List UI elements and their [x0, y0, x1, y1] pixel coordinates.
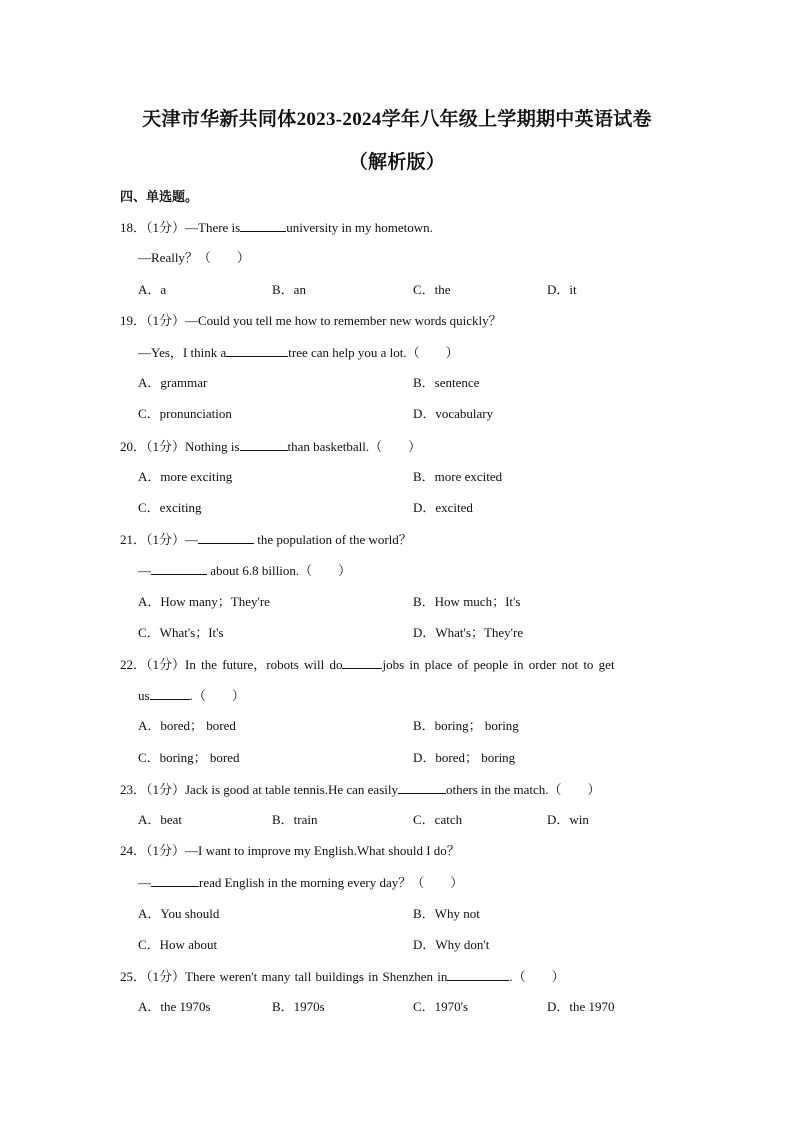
option-b: B．an — [272, 282, 306, 297]
question-stem: —Yes，I think a tree can help you a lot.（ ） — [138, 345, 459, 360]
option-a: A．beat — [138, 812, 183, 827]
option-a: A．more exciting — [138, 469, 233, 484]
question-stem: 22．（1分）In the future，robots will do jobs in place of people in order not to get — [120, 657, 615, 672]
option-a: A．a — [138, 282, 167, 297]
option-d: D．What's；They're — [413, 625, 524, 640]
question-stem: us .（ ） — [138, 688, 245, 703]
question-stem: 19．（1分）—Could you tell me how to remember new words quickly？ — [120, 313, 502, 328]
answer-blank — [151, 874, 199, 887]
option-b: B．How much；It's — [413, 594, 521, 609]
question-stem: — about 6.8 billion.（ ） — [138, 563, 352, 578]
document-title-line-2: （解析版） — [348, 152, 446, 173]
option-b: B．train — [272, 812, 318, 827]
section-heading: 四、单选题。 — [120, 189, 199, 204]
answer-blank — [150, 687, 190, 700]
option-c: C．boring； bored — [138, 750, 240, 765]
option-b: B．Why not — [413, 906, 480, 921]
option-b: B．sentence — [413, 375, 480, 390]
question-stem: —Really？（ ） — [138, 250, 250, 265]
option-d: D．bored； boring — [413, 750, 516, 765]
option-a: A．How many；They're — [138, 594, 270, 609]
option-c: C．1970's — [413, 999, 469, 1014]
option-c: C．the — [413, 282, 451, 297]
option-c: C．What's；It's — [138, 625, 224, 640]
question-stem: 18．（1分）—There is university in my hometown. — [120, 220, 433, 235]
option-c: C．How about — [138, 937, 218, 952]
answer-blank — [447, 968, 509, 981]
option-b: B．boring； boring — [413, 718, 519, 733]
question-stem: 21．（1分）— the population of the world？ — [120, 532, 412, 547]
question-stem: 20．（1分）Nothing is than basketball.（ ） — [120, 439, 422, 454]
question-stem: 25．（1分）There weren't many tall buildings in Shenzhen in .（ ） — [120, 969, 565, 984]
question-stem: 23．（1分）Jack is good at table tennis.He can easily others in the match.（ ） — [120, 782, 601, 797]
option-a: A．grammar — [138, 375, 208, 390]
option-d: D．the 1970 — [547, 999, 615, 1014]
option-b: B．more excited — [413, 469, 503, 484]
option-b: B．1970s — [272, 999, 325, 1014]
answer-blank — [198, 531, 254, 544]
document-title-line-1: 天津市华新共同体2023-2024学年八年级上学期期中英语试卷 — [142, 109, 652, 130]
answer-blank — [342, 656, 382, 669]
question-stem: 24．（1分）—I want to improve my English.What should I do？ — [120, 843, 460, 858]
option-a: A．the 1970s — [138, 999, 211, 1014]
option-d: D．Why don't — [413, 937, 490, 952]
option-d: D．win — [547, 812, 589, 827]
option-c: C．exciting — [138, 500, 202, 515]
answer-blank — [151, 562, 207, 575]
question-stem: — read English in the morning every day？（ ） — [138, 875, 464, 890]
answer-blank — [398, 781, 446, 794]
option-a: A．You should — [138, 906, 220, 921]
option-a: A．bored； bored — [138, 718, 236, 733]
option-d: D．excited — [413, 500, 473, 515]
option-c: C．catch — [413, 812, 463, 827]
option-d: D．it — [547, 282, 577, 297]
answer-blank — [226, 344, 288, 357]
option-d: D．vocabulary — [413, 406, 494, 421]
answer-blank — [240, 219, 286, 232]
option-c: C．pronunciation — [138, 406, 232, 421]
answer-blank — [240, 438, 288, 451]
